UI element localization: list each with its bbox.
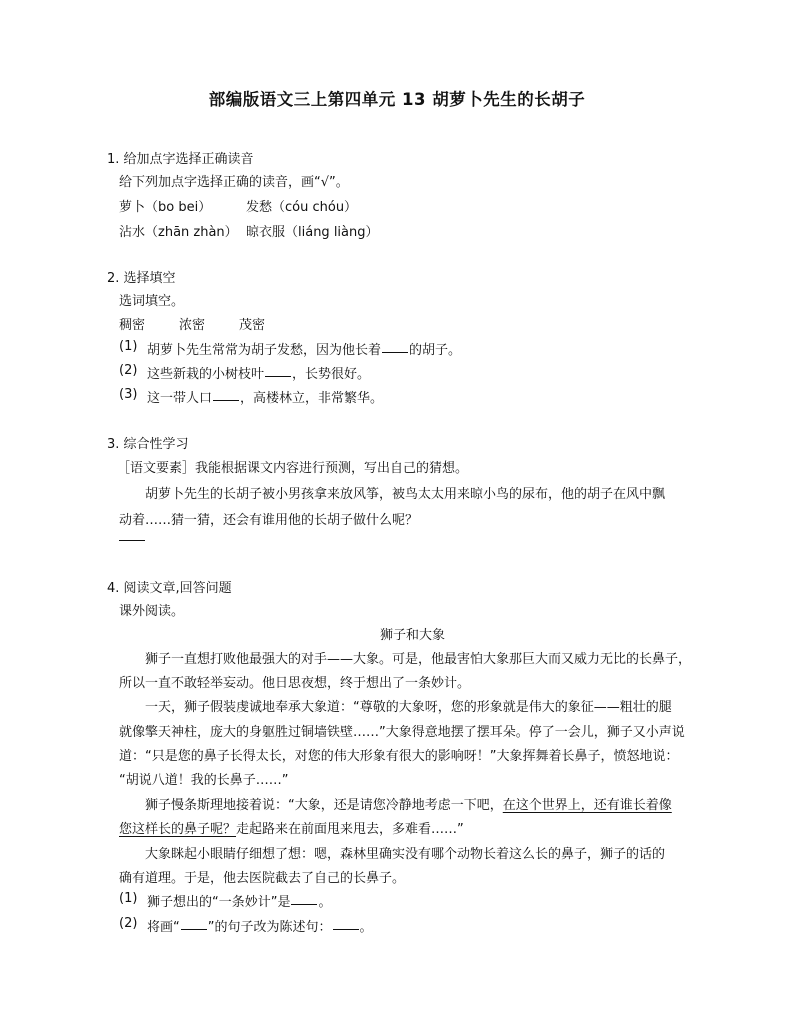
passage-line: 确有道理。于是，他去医院截去了自己的长鼻子。 — [119, 871, 406, 886]
q3-text-line-2: 动着……猜一猜，还会有谁用他的长胡子做什么呢？ — [119, 513, 419, 528]
q1-heading: 1. 给加点字选择正确读音 — [107, 152, 254, 167]
q2-sub-3: 这一带人口 ，高楼林立，非常繁华。 — [147, 391, 384, 406]
q3-prompt: ［语文要素］我能根据课文内容进行预测，写出自己的猜想。 — [117, 461, 469, 476]
q1-instruction: 给下列加点字选择正确的读音，画“√”。 — [119, 175, 349, 190]
answer-blank[interactable] — [333, 928, 359, 930]
passage-line: 您这样长的鼻子呢？走起路来在前面甩来甩去，多难看……” — [119, 822, 464, 837]
q4-sub-2: 将画“ ”的句子改为陈述句： 。 — [147, 920, 373, 935]
q2-sub-3-number: (3) — [119, 387, 138, 402]
q2-sub-1-number: (1) — [119, 339, 138, 354]
q4-instruction: 课外阅读。 — [119, 604, 185, 619]
q1-item-3: 沾水（zhān zhàn） — [119, 225, 238, 240]
q4-sub-1: 狮子想出的“一条妙计”是 。 — [147, 895, 332, 910]
q3-heading: 3. 综合性学习 — [107, 437, 189, 452]
passage-line: 一天，狮子假装虔诚地奉承大象道：“尊敬的大象呀，您的形象就是伟大的象征——粗壮的腿 — [145, 700, 672, 715]
answer-blank[interactable] — [382, 351, 408, 353]
q2-word-1: 稠密 — [119, 318, 146, 333]
q3-text-line-1: 胡萝卜先生的长胡子被小男孩拿来放风筝，被鸟太太用来晾小鸟的尿布，他的胡子在风中飘 — [145, 487, 666, 502]
answer-blank[interactable] — [291, 903, 317, 905]
passage-line: 大象眯起小眼睛仔细想了想：嗯，森林里确实没有哪个动物长着这么长的鼻子，狮子的话的 — [145, 847, 666, 862]
answer-blank[interactable] — [213, 399, 239, 401]
answer-blank[interactable] — [181, 928, 207, 930]
q2-sub-2: 这些新栽的小树枝叶 ，长势很好。 — [147, 367, 371, 382]
q4-heading: 4. 阅读文章,回答问题 — [107, 581, 232, 596]
q1-item-2: 发愁（cóu chóu） — [246, 200, 358, 215]
q2-sub-1: 胡萝卜先生常常为胡子发愁，因为他长着 的胡子。 — [147, 343, 462, 358]
q2-heading: 2. 选择填空 — [107, 271, 176, 286]
q2-word-2: 浓密 — [179, 318, 206, 333]
passage-line: 狮子一直想打败他最强大的对手——大象。可是，他最害怕大象那巨大而又威力无比的长鼻子， — [145, 652, 692, 667]
passage-line: 所以一直不敢轻举妄动。他日思夜想，终于想出了一条妙计。 — [119, 676, 471, 691]
q3-answer-line[interactable] — [119, 540, 145, 541]
passage-line: 道：“只是您的鼻子长得太长，对您的伟大形象有很大的影响呀！”大象挥舞着长鼻子，愤怒地说： — [119, 749, 679, 764]
q1-item-4: 晾衣服（liáng liàng） — [246, 225, 379, 240]
underlined-sentence: 在这个世界上，还有谁长着像 — [502, 798, 672, 813]
answer-blank[interactable] — [265, 375, 291, 377]
q4-sub-2-number: (2) — [119, 916, 138, 931]
passage-line: “胡说八道！我的长鼻子……” — [119, 773, 289, 788]
q2-sub-2-number: (2) — [119, 363, 138, 378]
q4-sub-1-number: (1) — [119, 891, 138, 906]
page-title: 部编版语文三上第四单元 13 胡萝卜先生的长胡子 — [208, 90, 586, 109]
passage-line: 就像擎天神柱，庞大的身躯胜过铜墙铁壁……”大象得意地摆了摆耳朵。停了一会儿，狮子又小声说 — [119, 725, 685, 740]
underlined-sentence: 您这样长的鼻子呢？ — [119, 822, 237, 837]
q2-instruction: 选词填空。 — [119, 294, 185, 309]
q1-item-1: 萝卜（bo bei） — [119, 200, 212, 215]
passage-title: 狮子和大象 — [380, 628, 446, 643]
q2-word-3: 茂密 — [239, 318, 266, 333]
passage-line: 狮子慢条斯理地接着说：“大象，还是请您冷静地考虑一下吧，在这个世界上，还有谁长着像 — [145, 798, 672, 813]
